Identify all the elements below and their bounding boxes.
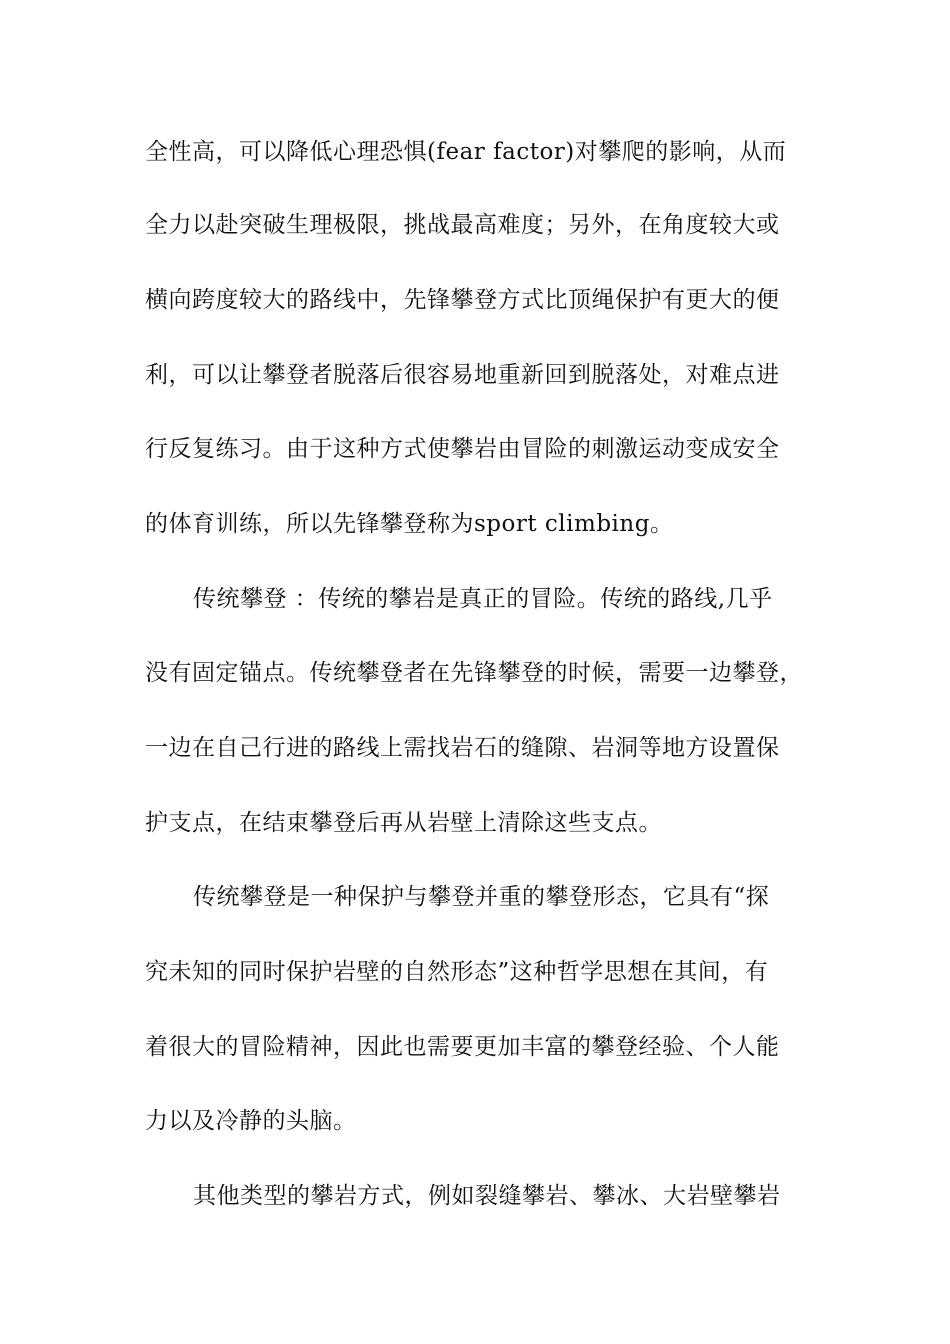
text-line-6: 的体育训练，所以先锋攀登称为sport climbing。	[145, 511, 674, 537]
text-line-9: 一边在自己行进的路线上需找岩石的缝隙、岩洞等地方设置保	[145, 735, 780, 761]
text-line-10: 护支点，在结束攀登后再从岩壁上清除这些支点。	[145, 810, 662, 836]
text-line-1: 全性高，可以降低心理恐惧(fear factor)对攀爬的影响，从而	[145, 139, 787, 165]
paragraph-traditional-climbing-start: 传统攀登 ：传统的攀岩是真正的冒险。传统的路线,几乎	[193, 586, 773, 612]
text-line-5: 行反复练习。由于这种方式使攀岩由冒险的刺激运动变成安全	[145, 436, 780, 462]
paragraph-philosophy-start: 传统攀登是一种保护与攀登并重的攀登形态，它具有“探	[193, 884, 770, 910]
paragraph-other-types-start: 其他类型的攀岩方式，例如裂缝攀岩、攀冰、大岩壁攀岩	[193, 1183, 781, 1209]
text-line-12: 究未知的同时保护岩壁的自然形态”这种哲学思想在其间，有	[145, 959, 769, 985]
text-line-4: 利，可以让攀登者脱落后很容易地重新回到脱落处，对难点进	[145, 362, 780, 388]
text-line-8: 没有固定锚点。传统攀登者在先锋攀登的时候，需要一边攀登，	[145, 660, 803, 686]
text-line-2: 全力以赴突破生理极限，挑战最高难度；另外，在角度较大或	[145, 212, 780, 238]
text-line-13: 着很大的冒险精神，因此也需要更加丰富的攀登经验、个人能	[145, 1034, 780, 1060]
text-line-3: 横向跨度较大的路线中，先锋攀登方式比顶绳保护有更大的便	[145, 287, 780, 313]
text-line-14: 力以及冷静的头脑。	[145, 1108, 357, 1134]
